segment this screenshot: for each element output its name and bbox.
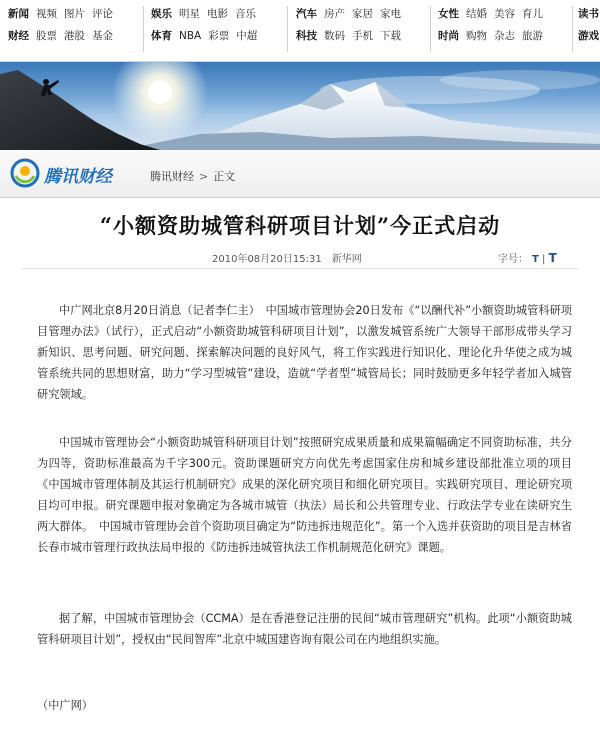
nav-link[interactable]: 音乐 [235,8,256,20]
nav-divider [430,6,431,52]
nav-link-women[interactable]: 女性 [438,8,459,20]
article-meta [212,250,372,265]
article-closing-source: （中广网） [37,699,93,712]
nav-link-entertainment[interactable]: 娱乐 [151,8,172,20]
nav-link[interactable]: 明星 [179,8,200,20]
article-paragraph: 据了解，中国城市管理协会（CCMA）是在香港登记注册的民间“城市管理研究”机构。此项“小额资助城管科研项目计划”，授权由“民间智库”北京中城国建咨询有限公司在内地组织实施。 [37,612,572,646]
breadcrumb-section-link[interactable]: 腾讯财经 [150,170,194,183]
article-datetime: 2010年08月20日15:31 [212,254,322,265]
breadcrumb-separator: > [199,170,209,183]
nav-link-finance[interactable]: 财经 [8,30,29,42]
nav-link-games[interactable]: 游戏 [578,30,599,42]
nav-divider [143,6,144,52]
article-title: “小额资助城管科研项目计划”今正式启动 [99,213,501,238]
nav-link[interactable]: 育儿 [522,8,543,20]
nav-link[interactable]: 图片 [64,8,85,20]
nav-link-books[interactable]: 读书 [578,8,599,20]
nav-group-news [8,0,120,62]
header-banner-image [0,62,600,150]
nav-link[interactable]: 房产 [324,8,345,20]
mountain-landscape-illustration [0,62,600,150]
nav-link[interactable]: 评论 [92,8,113,20]
title-divider [22,268,578,269]
font-size-divider: | [542,254,546,265]
article-paragraph: 中广网北京8月20日消息（记者李仁主） 中国城市管理协会20日发布《“以酬代补”小额资助城管科研项目管理办法》（试行），正式启动“小额资助城管科研项目计划”，以激发城管系统广大领导干部形成带头学习新知识、思考问题、研究问题、探索解决问题的良好风气，将工作实践进行知识化、理论化升华使之成为城管系统共同的思想财富，助力“学习型城管”建设，造就“学者型”城管局长；同时鼓励更多年轻学者加入城管研究领域。 [37,304,572,401]
nav-link[interactable]: 杂志 [494,30,515,42]
article-source-link[interactable]: 新华网 [331,254,362,265]
nav-group-books [578,0,600,62]
sun [148,80,172,104]
nav-link[interactable]: 结婚 [466,8,487,20]
nav-group-auto [296,0,408,62]
breadcrumb [150,168,235,184]
climber-silhouette [41,79,59,96]
font-small-button[interactable]: T [532,254,539,265]
top-navigation [0,0,600,62]
nav-link[interactable]: 港股 [64,30,85,42]
nav-link[interactable]: 中超 [236,30,258,42]
nav-link-fashion[interactable]: 时尚 [438,30,459,42]
brand-bar [0,150,600,198]
nav-link-news[interactable]: 新闻 [8,8,29,20]
nav-link[interactable]: 彩票 [208,30,230,42]
nav-group-entertainment [151,0,264,62]
nav-link[interactable]: 电影 [207,8,228,20]
nav-link[interactable]: 家电 [380,8,401,20]
nav-link[interactable]: 手机 [352,30,373,42]
nav-link[interactable]: 下载 [380,30,401,42]
font-size-control [498,250,557,265]
nav-link[interactable]: 购物 [466,30,487,42]
nav-link[interactable]: 基金 [92,30,113,42]
nav-link[interactable]: 家居 [352,8,373,20]
nav-link[interactable]: 股票 [36,30,57,42]
nav-divider [287,6,288,52]
tencent-logo-icon[interactable] [10,158,40,188]
nav-group-women [438,0,550,62]
font-large-button[interactable]: T [548,251,557,265]
nav-link-tech[interactable]: 科技 [296,30,317,42]
brand-name[interactable]: 腾讯财经 [44,167,112,187]
article-paragraph: 中国城市管理协会“小额资助城管科研项目计划”按照研究成果质量和成果篇幅确定不同资助标准，共分为四等，资助标准最高为千字300元。资助课题研究方向优先考虑国家住房和城乡建设部批准立项的项目《中国城市管理体制及其运行机制研究》成果的深化研究项目和细化研究项目。实践研究项目、理论研究项目均可申报。研究课题申报对象确定为各城市城管（执法）局长和公共管理专业、行政法学专业在读研究生两大群体。 中国城市管理协会首个资助项目确定为“防违拆违规范化”。第一个入选并获资助的项目是吉林省长春市城市管理行政执法局申报的《防违拆违城管执法工作机制规范化研究》课题。 [37,436,572,554]
nav-link[interactable]: 旅游 [522,30,543,42]
nav-divider [572,6,573,52]
nav-link[interactable]: 视频 [36,8,57,20]
font-size-label: 字号： [498,254,528,265]
nav-link-sports[interactable]: 体育 [151,30,172,42]
nav-link[interactable]: 数码 [324,30,345,42]
breadcrumb-current: 正文 [213,170,236,183]
nav-link[interactable]: NBA [179,30,202,42]
nav-link-auto[interactable]: 汽车 [296,8,317,20]
nav-link[interactable]: 美容 [494,8,515,20]
